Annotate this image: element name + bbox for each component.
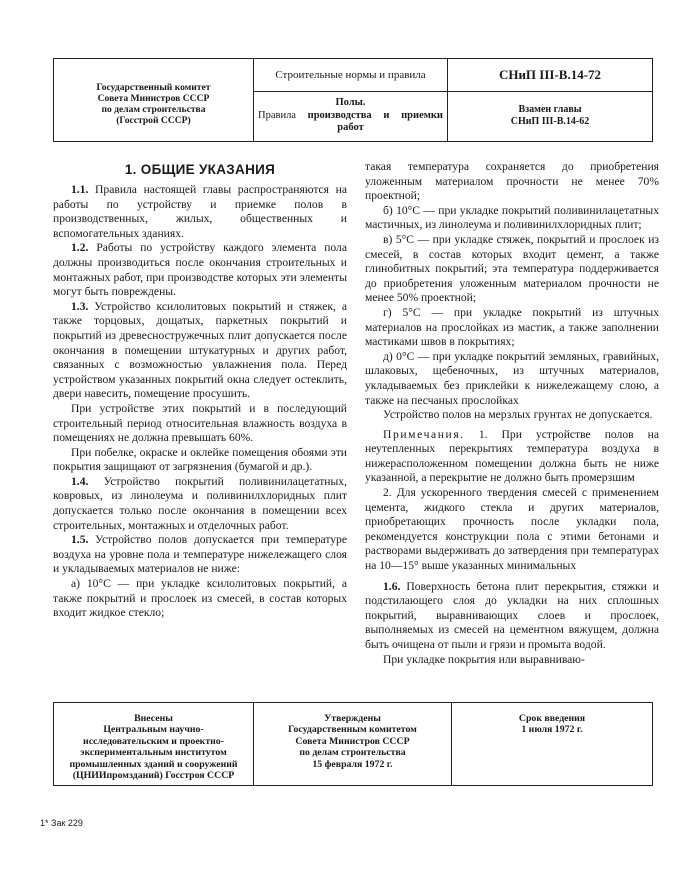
- paragraph: [53, 577, 347, 621]
- subject-word: производства: [307, 109, 372, 121]
- note-text: 1. При устройстве полов на неутепленных перекрытиях температура воздуха в нижерасположенном помещении должна быть не ниже указанной, а перекрытие не должно быть промерзшим: [365, 427, 659, 485]
- left-column: [53, 160, 347, 621]
- effective-date-value: 1 июля 1972 г.: [521, 724, 583, 736]
- paragraph: [53, 241, 347, 299]
- paragraph: [53, 446, 347, 475]
- replaces-note: [448, 92, 652, 141]
- print-order-mark: 1* Зак 229: [40, 818, 83, 828]
- introduced-line: (ЦНИИпромзданий) Госстроя СССР: [72, 770, 235, 782]
- approved-line: по делам строительства: [299, 747, 406, 759]
- subject-word: Правила: [258, 109, 296, 121]
- introduced-line: экспериментальным институтом: [80, 747, 227, 759]
- paragraph: [53, 402, 347, 446]
- clause-number: 1.1.: [71, 183, 89, 196]
- paragraph: [53, 300, 347, 402]
- clause-text: Поверхность бетона плит перекрытия, стяжки и подстилающего слоя до укладки на них сплошных покрытий, выравнивающих слоев и прослоек, выполняемых из смесей на цементном вяжущем, должна быть очищена от пыли и грязи и промыта водой.: [365, 579, 659, 651]
- notes-heading: Примечания.: [383, 427, 465, 441]
- paragraph: При укладке покрытия или выравниваю-: [383, 652, 585, 666]
- committee-line: Совета Министров СССР: [97, 93, 210, 104]
- clause-text: Правила настоящей главы распространяются на работы по устройству и приемке полов в производственных, жилых, общественных и вспомогательных зданиях.: [53, 183, 347, 240]
- paragraph: Устройство полов на мерзлых грунтах не допускается.: [383, 408, 653, 422]
- committee-line: по делам строительства: [101, 104, 206, 115]
- paragraph: б) 10°С — при укладке покрытий поливинилацетатных мастичных, из линолеума и поливинилхлоридных плит;: [365, 203, 659, 232]
- subject-line: [254, 110, 447, 123]
- clause-number: 1.5.: [71, 533, 89, 547]
- subject-word: приемки: [401, 109, 443, 121]
- approved-line: Государственным комитетом: [288, 724, 417, 736]
- document-subject: [254, 92, 448, 141]
- paragraph: [53, 533, 347, 577]
- clause-text: При устройстве этих покрытий и в последующий строительный период относительная влажность воздуха в помещениях не должна превышать 60%.: [53, 401, 347, 445]
- clause-text: Устройство ксилолитовых покрытий и стяжек, а также торцовых, дощатых, паркетных покрытий и покрытий из древесностружечных плит допускается после окончания в помещении штукатурных и других работ, связанных с возможностью увлажнения пола. Перед устройством указанных покрытий окна следует остеклить, двери навесить, помещение просушить.: [53, 299, 347, 401]
- paragraph: в) 5°С — при укладке стяжек, покрытий и прослоек из смесей, в состав которых входит цемент, а также глинобитных покрытий; эта температура поддерживается до приобретения уложенным материалом прочности не менее 50% проектной;: [365, 232, 659, 305]
- subject-line: работ: [337, 122, 364, 133]
- clause-number: 1.6.: [383, 579, 401, 593]
- introduced-by: [54, 703, 254, 785]
- approved-line: 15 февраля 1972 г.: [312, 758, 393, 770]
- subject-line: Полы.: [335, 97, 366, 108]
- paragraph: такая температура сохраняется до приобретения уложенным материалом прочности не менее 70% проектной;: [365, 160, 659, 203]
- section-title: 1. ОБЩИЕ УКАЗАНИЯ: [124, 162, 276, 177]
- document-footer-table: [53, 702, 653, 786]
- clause-number: 1.2.: [71, 241, 89, 255]
- paragraph: г) 5°С — при укладке покрытий из штучных материалов на прослойках из мастик, а также заполнении мастиками швов в покрытиях;: [365, 305, 659, 349]
- clause-number: 1.3.: [71, 299, 89, 313]
- clause-text: Работы по устройству каждого элемента пола должны производиться после окончания строительных и монтажных работ, при производстве которых эти элементы могут быть повреждены.: [53, 241, 347, 299]
- note: [365, 428, 659, 486]
- clause-text: Устройство покрытий поливинилацетатных, ковровых, из линолеума и поливинилхлоридных плит допускается только после окончания в помещении всех строительных, монтажных и отделочных работ.: [53, 474, 347, 532]
- clause-number: 1.4.: [71, 474, 89, 488]
- introduced-line: исследовательским и проектно-: [83, 735, 224, 747]
- issuing-committee: [54, 59, 254, 141]
- right-column: [365, 160, 659, 667]
- committee-line: Государственный комитет: [96, 82, 211, 93]
- document-header-table: [53, 58, 653, 142]
- clause-text: При побелке, окраске и оклейке помещения обоями эти покрытия защищают от загрязнения (бумагой и др.).: [53, 445, 347, 474]
- effective-date-title: Срок введения: [518, 713, 586, 724]
- clause-text: Устройство полов допускается при температуре воздуха на уровне пола и температуре нижележащего слоя и укладываемых материалов не ниже:: [53, 533, 347, 576]
- committee-line: (Госстрой СССР): [116, 115, 191, 126]
- paragraph: д) 0°С — при укладке покрытий земляных, гравийных, шлаковых, щебеночных, из штучных материалов, укладываемых без приклейки к нижележащему слою, а также на песчаных прослойках: [365, 349, 659, 407]
- approved-by: [254, 703, 452, 785]
- paragraph: [53, 475, 347, 533]
- note: 2. Для ускоренного твердения смесей с применением цемента, жидкого стекла и других материалов, приобретающих прочность после укладки пола, рекомендуется конструкции пола с этими бетонами и растворами выдерживать до затвердения при температурах на 10—15° выше указанных минимальных: [365, 486, 659, 573]
- replaces-line: Взамен главы: [518, 104, 582, 115]
- clause-text: а) 10°С — при укладке ксилолитовых покрытий, а также покрытий и прослоек из смесей, в состав которых входит жидкое стекло;: [53, 577, 347, 620]
- replaces-line: СНиП III-В.14-62: [510, 116, 590, 127]
- document-code: СНиП III-В.14-72: [448, 59, 652, 92]
- introduced-line: Центральным научно-: [103, 724, 204, 736]
- approved-line: Совета Министров СССР: [295, 735, 410, 747]
- norms-title: Строительные нормы и правила: [254, 59, 448, 92]
- introduced-line: промышленных зданий и сооружений: [69, 758, 238, 770]
- subject-word: и: [383, 109, 390, 121]
- approved-line: Утверждены: [324, 713, 381, 724]
- effective-date: [452, 703, 652, 785]
- paragraph: [365, 580, 659, 653]
- notes-block: [365, 428, 659, 574]
- introduced-title: Внесены: [134, 713, 173, 724]
- paragraph: [53, 183, 347, 241]
